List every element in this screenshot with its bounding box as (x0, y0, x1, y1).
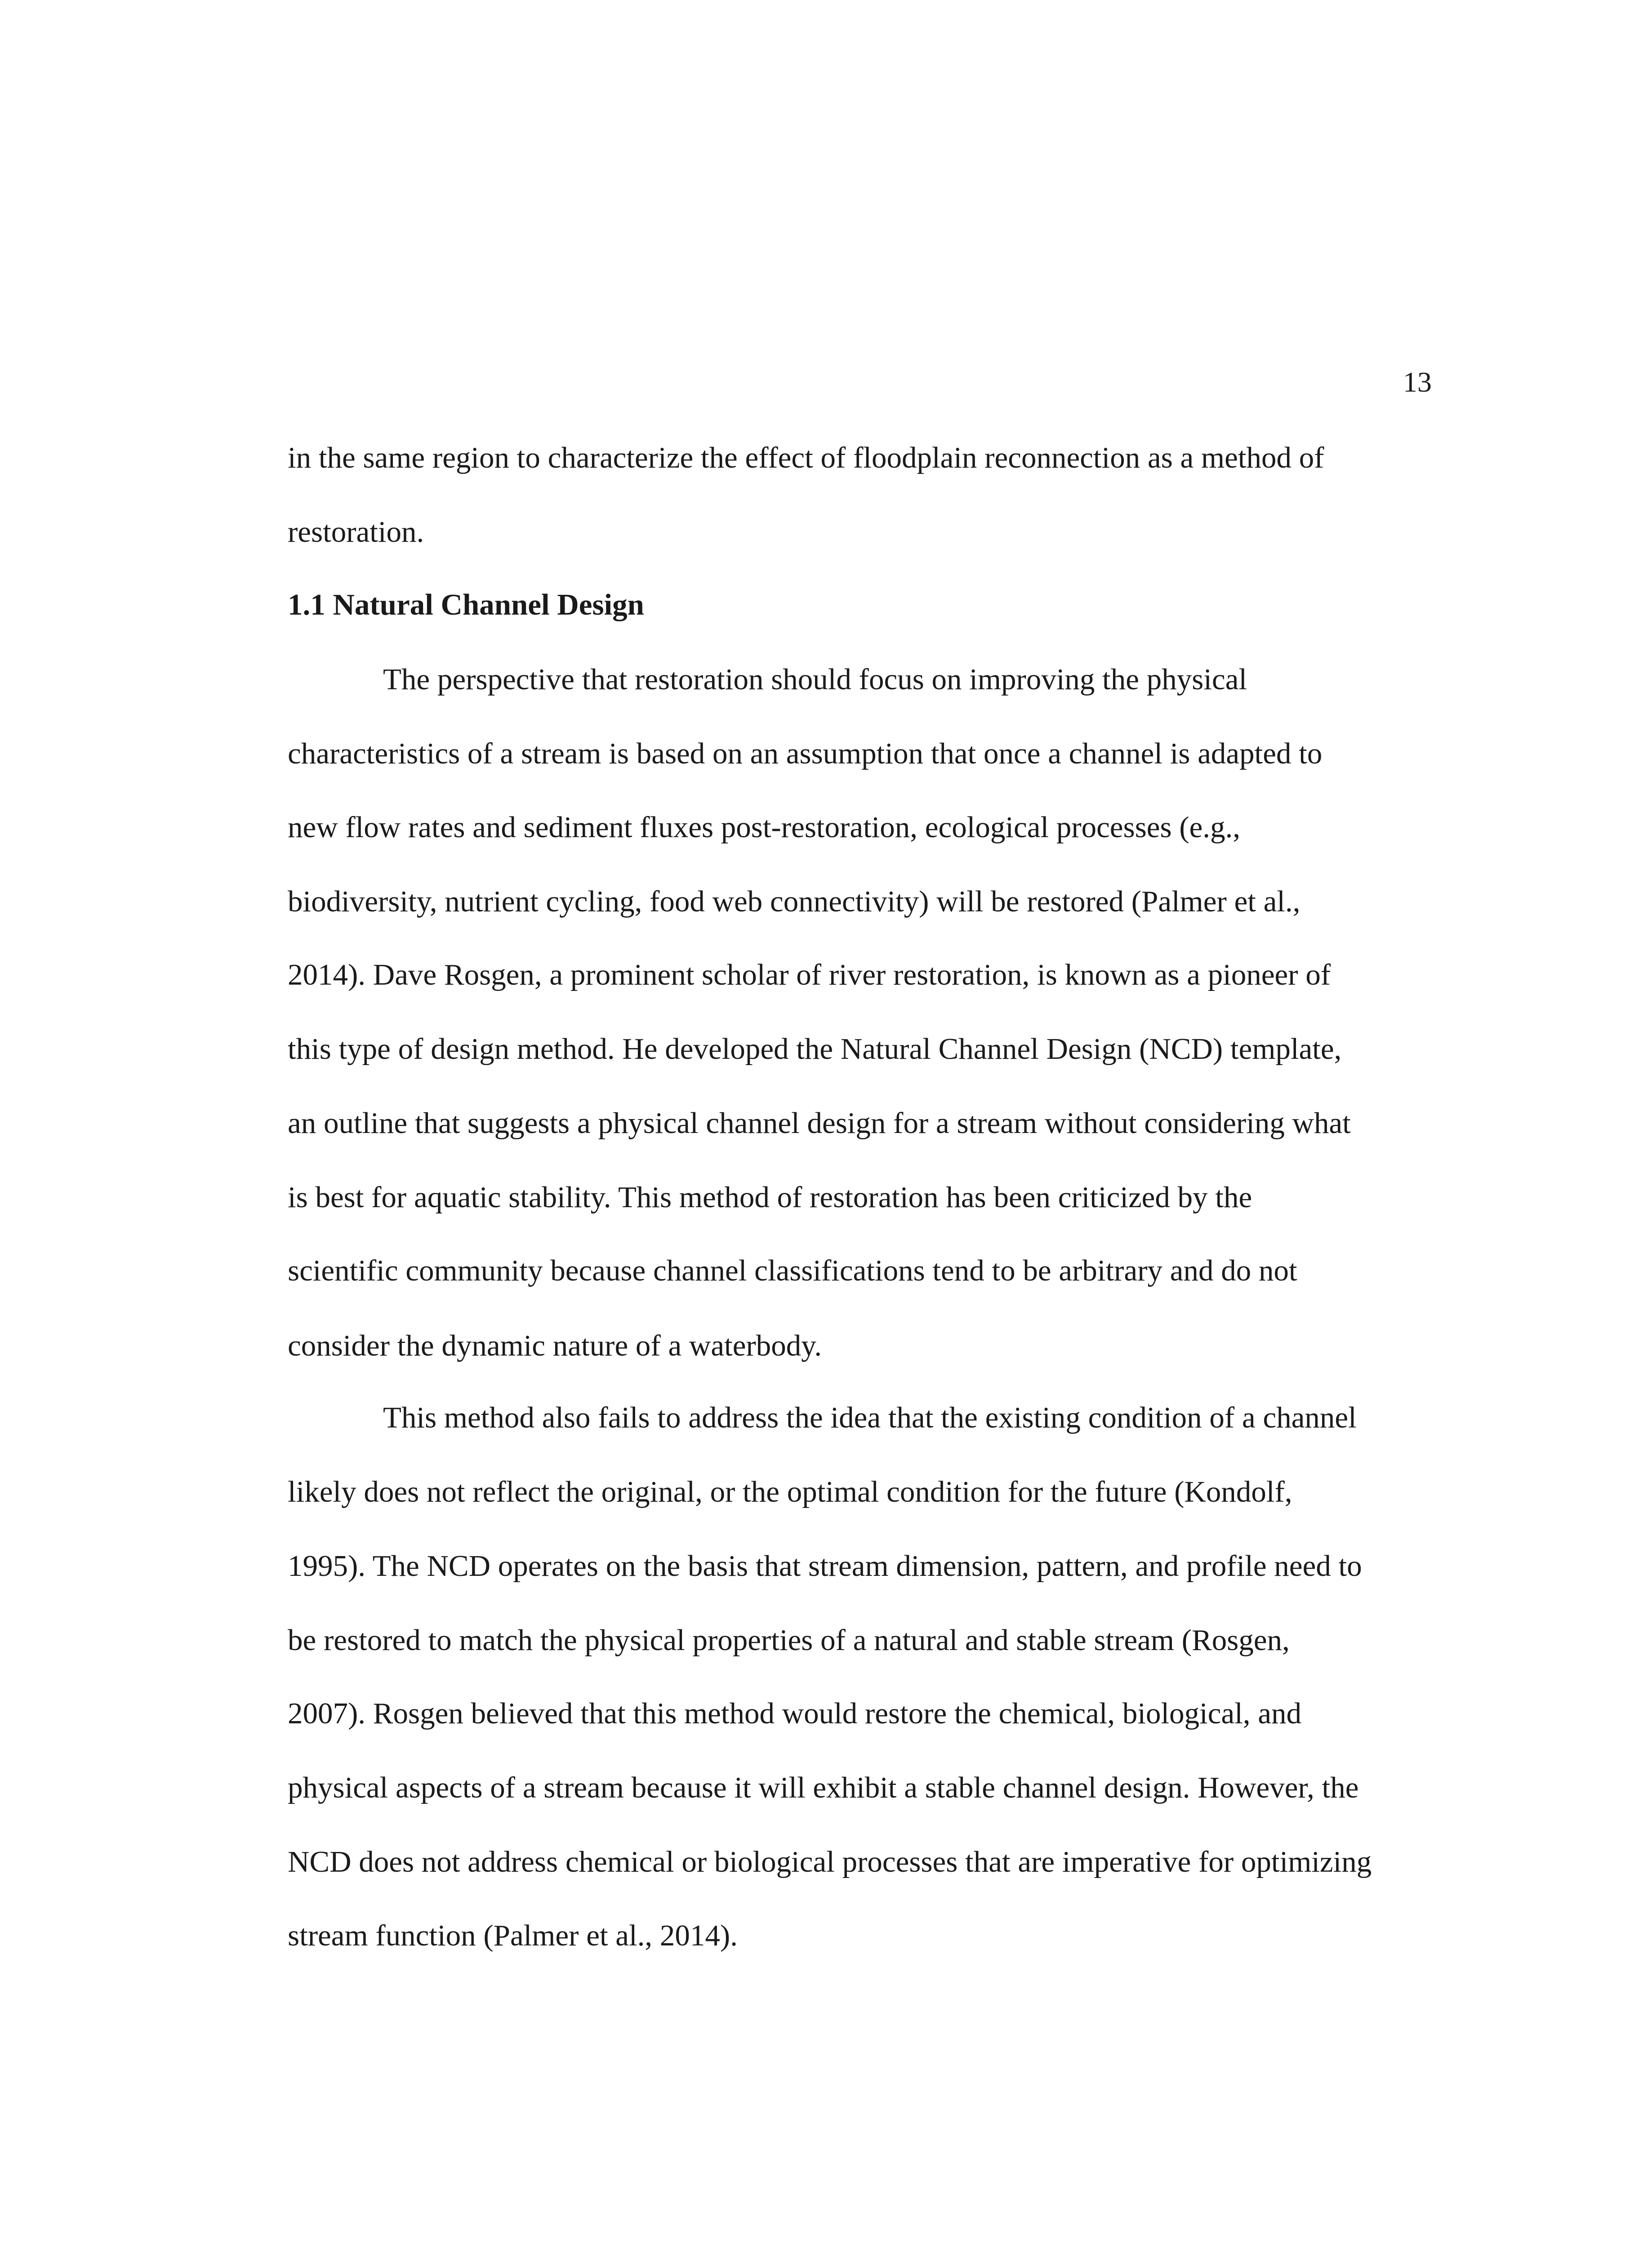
body-text-line: likely does not reflect the original, or the optimal condition for the future (Kondolf, (288, 1475, 1292, 1508)
body-text-line: consider the dynamic nature of a waterbody. (288, 1329, 822, 1362)
body-text-line: in the same region to characterize the effect of floodplain reconnection as a method of (288, 441, 1324, 474)
body-text-line: new flow rates and sediment fluxes post-restoration, ecological processes (e.g., (288, 811, 1241, 844)
body-text-line: characteristics of a stream is based on an assumption that once a channel is adapted to (288, 737, 1322, 770)
body-text-line: scientific community because channel classifications tend to be arbitrary and do not (288, 1254, 1297, 1287)
body-text-line: physical aspects of a stream because it will exhibit a stable channel design. However, the (288, 1771, 1359, 1804)
body-text-line: biodiversity, nutrient cycling, food web connectivity) will be restored (Palmer et al., (288, 885, 1300, 918)
body-text-line: 2014). Dave Rosgen, a prominent scholar of river restoration, is known as a pioneer of (288, 958, 1331, 991)
body-text-line: 2007). Rosgen believed that this method would restore the chemical, biological, and (288, 1697, 1302, 1730)
page-number: 13 (1403, 366, 1432, 398)
body-text-line: restoration. (288, 515, 424, 549)
body-text-line: stream function (Palmer et al., 2014). (288, 1919, 738, 1952)
body-text-line: is best for aquatic stability. This method of restoration has been criticized by the (288, 1181, 1252, 1214)
body-text-line: an outline that suggests a physical channel design for a stream without considering what (288, 1106, 1351, 1140)
body-text-line: this type of design method. He developed the Natural Channel Design (NCD) template, (288, 1032, 1342, 1066)
body-text-line: be restored to match the physical properties of a natural and stable stream (Rosgen, (288, 1624, 1290, 1657)
body-text-line: NCD does not address chemical or biological processes that are imperative for optimizing (288, 1845, 1372, 1878)
body-text-line: The perspective that restoration should focus on improving the physical (383, 663, 1247, 696)
body-text-line: 1995). The NCD operates on the basis that stream dimension, pattern, and profile need to (288, 1549, 1362, 1583)
body-text-line: This method also fails to address the idea that the existing condition of a channel (383, 1401, 1357, 1434)
section-heading: 1.1 Natural Channel Design (288, 588, 644, 621)
